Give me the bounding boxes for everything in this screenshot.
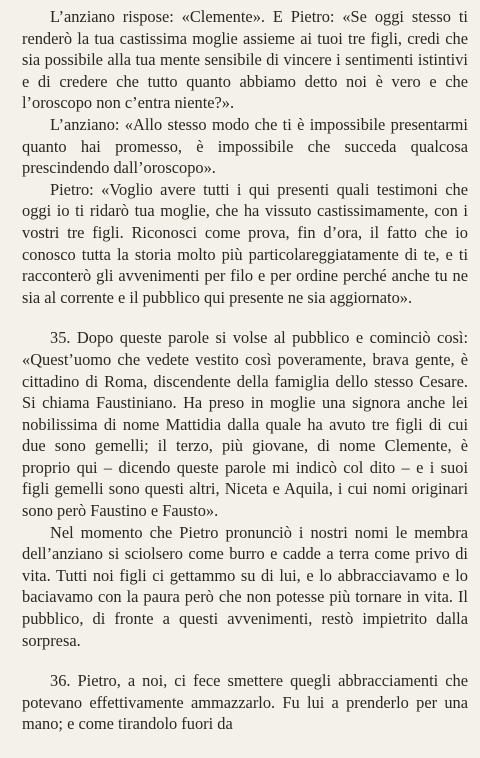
paragraph-names-pronounced: Nel momento che Pietro pronunciò i nostri nomi le membra dell’anziano si sciolsero come burro e cadde a terra come privo di vita. Tutti noi figli ci gettammo su di lui, e lo abbracciavamo e lo baciavamo con la paura però che non potesse più tornare in vita. Il pubblico, di fronte a questi avvenimenti, restò impietrito dalla sorpresa.: [22, 522, 468, 650]
paragraph-pietro-witnesses: Pietro: «Voglio avere tutti i qui presenti quali testimoni che oggi io ti ridarò tua moglie, che ha vissuto castissimamente, con i vostri tre figli. Riconosci come prova, fin d’ora, il fatto che io conosco tutta la storia molto più particolareggiatamente di te, e ti racconterò gli avvenimenti per filo e per ordine perché anche tu ne sia al corrente e il pubblico qui presente ne sia aggiornato».: [22, 179, 468, 307]
section-gap: [22, 651, 468, 670]
paragraph-section-35: 35. Dopo queste parole si volse al pubblico e cominciò così: «Quest’uomo che vedete vestito così poveramente, brava gente, è cittadino di Roma, discendente della famiglia dello stesso Cesare. Si chiama Faustiniano. Ha preso in moglie una signora anche lei nobilissima di nome Mattidia dalla quale ha avuto tre figli di cui due sono gemelli; il terzo, più giovane, di nome Clemente, è proprio qui – dicendo queste parole mi indicò col dito – e i suoi figli gemelli sono questi altri, Niceta e Aquila, i cui nomi originari sono però Faustino e Fausto».: [22, 328, 468, 521]
section-gap: [22, 308, 468, 327]
paragraph-section-36: 36. Pietro, a noi, ci fece smettere quegli abbracciamenti che potevano effettivamente ammazzarlo. Fu lui a prenderlo per una mano; e come tirandolo fuori da: [22, 671, 468, 734]
paragraph-old-man-reply: L’anziano: «Allo stesso modo che ti è impossibile presentarmi quanto hai promesso, è impossibile che succeda qualcosa prescindendo dall’oroscopo».: [22, 114, 468, 178]
paragraph-clemente-answer: L’anziano rispose: «Clemente». E Pietro: «Se oggi stesso ti renderò la tua castissima moglie assieme ai tuoi tre figli, credi che sia possibile alla tua mente sensibile di vincere i sentimenti istintivi e di credere che tutto quanto abbiamo detto noi è vero e che l’oroscopo non c’entra niente?».: [22, 7, 468, 113]
